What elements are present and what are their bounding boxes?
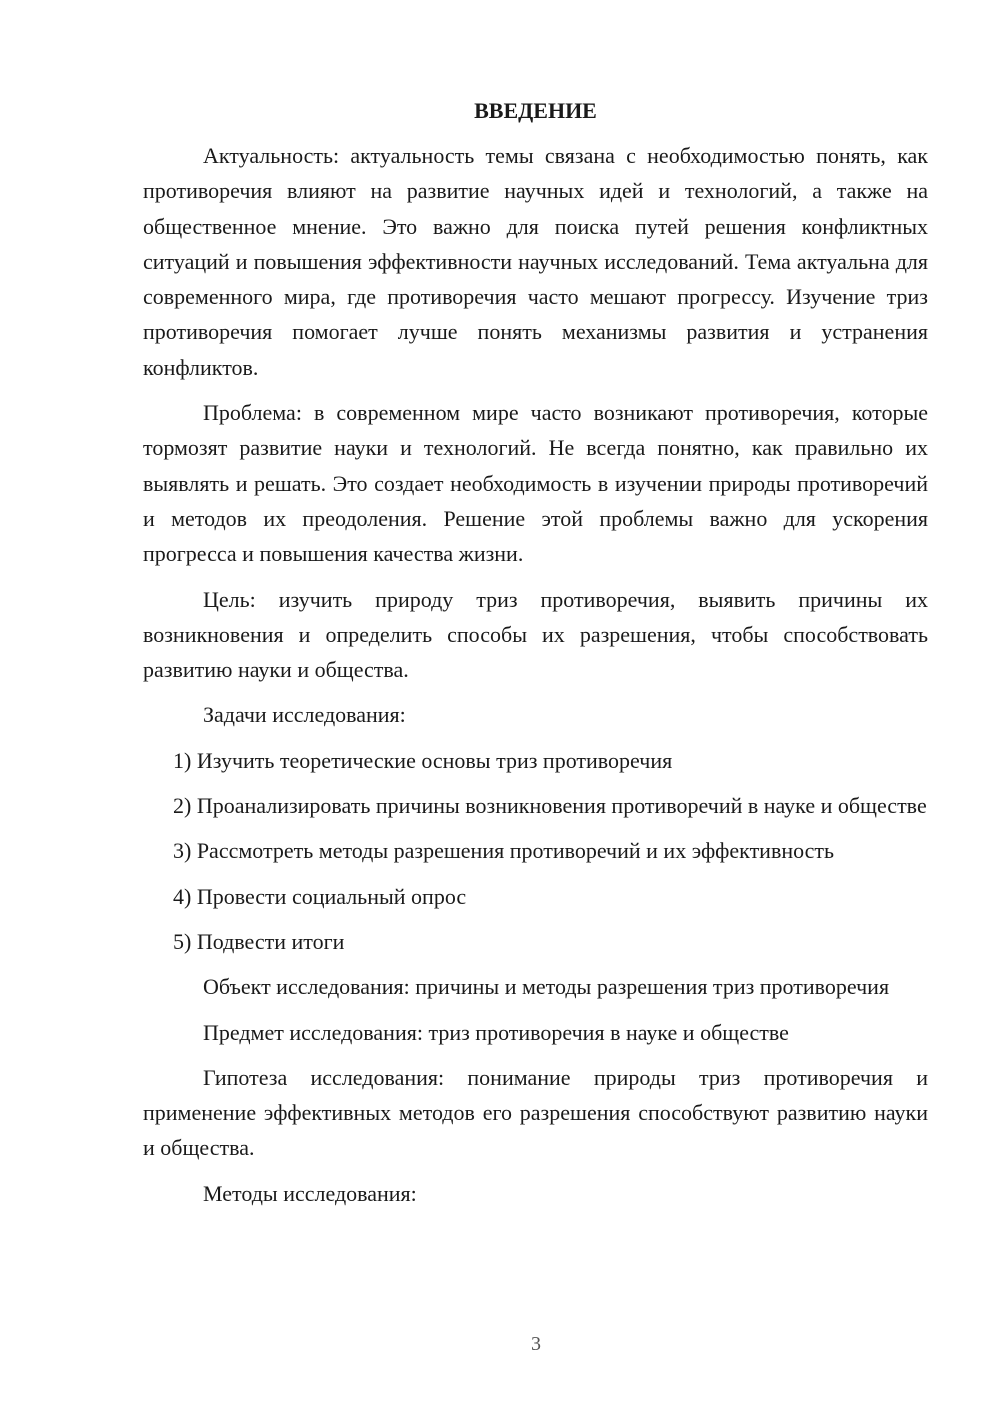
- task-item-4: 4) Провести социальный опрос: [173, 883, 467, 909]
- section-title: ВВЕДЕНИЕ: [474, 98, 597, 123]
- task-item-3: 3) Рассмотреть методы разрешения противоречий и их эффективность: [173, 838, 835, 864]
- paragraph-subject: Предмет исследования: триз противоречия в науке и обществе: [203, 1019, 789, 1045]
- task-item-2: 2) Проанализировать причины возникновения противоречий в науке и обществе: [173, 793, 927, 819]
- paragraph-goal: Цель: изучить природу триз противоречия, выявить причины их возникновения и определить способы их разрешения, чтобы способствовать развитию науки и общества.: [143, 586, 928, 683]
- paragraph-hypothesis: Гипотеза исследования: понимание природы триз противоречия и применение эффективных методов его разрешения способствуют развитию науки и общества.: [143, 1064, 928, 1161]
- paragraph-problem: Проблема: в современном мире часто возникают противоречия, которые тормозят развитие науки и технологий. Не всегда понятно, как правильно их выявлять и решать. Это создает необходимость в изучении природы противоречий и методов их преодоления. Решение этой проблемы важно для ускорения прогресса и повышения качества жизни.: [143, 400, 928, 567]
- task-item-1: 1) Изучить теоретические основы триз противоречия: [173, 747, 673, 773]
- paragraph-relevance: Актуальность: актуальность темы связана с необходимостью понять, как противоречия влияют на развитие научных идей и технологий, а также на общественное мнение. Это важно для поиска путей решения конфликтных ситуаций и повышения эффективности научных исследований. Тема актуальна для современного мира, где противоречия часто мешают прогрессу. Изучение триз противоречия помогает лучше понять механизмы развития и устранения конфликтов.: [143, 143, 928, 380]
- page-number: 3: [531, 1333, 541, 1355]
- methods-heading: Методы исследования:: [203, 1180, 417, 1206]
- tasks-heading: Задачи исследования:: [203, 702, 406, 728]
- page-content: [143, 93, 928, 1221]
- paragraph-object: Объект исследования: причины и методы разрешения триз противоречия: [203, 974, 890, 1000]
- task-item-5: 5) Подвести итоги: [173, 928, 345, 954]
